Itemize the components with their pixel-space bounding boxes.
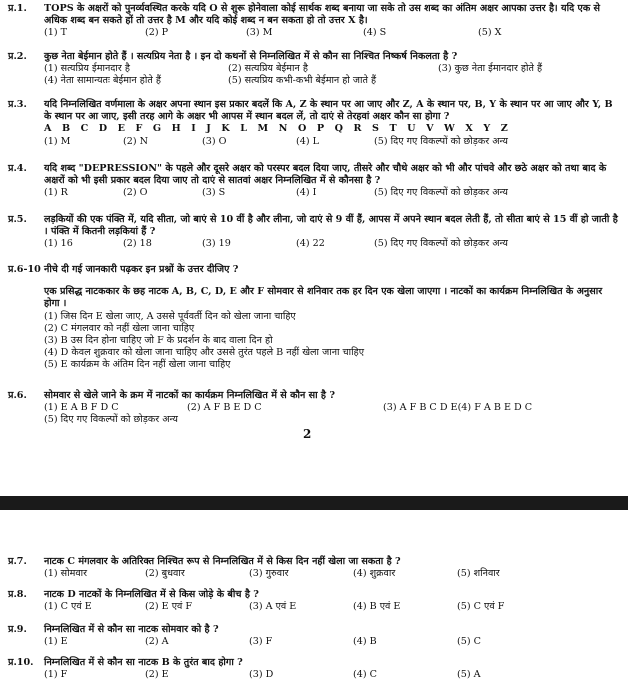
option-4[interactable]: (4) S <box>363 27 387 39</box>
option-3[interactable]: (3) M <box>246 27 273 39</box>
option-4[interactable]: (4) 22 <box>296 238 325 250</box>
question-5 <box>8 214 620 251</box>
question-number: प्र.6. <box>8 390 27 401</box>
option-2[interactable]: (2) O <box>123 187 148 199</box>
options <box>44 27 620 39</box>
option-5[interactable]: (5) सत्यप्रिय कभी-कभी बेईमान हो जाते हैं <box>228 75 377 87</box>
question-text: लड़कियों की एक पंक्ति में, यदि सीता, जो बाएं से 10 वीं है और लीना, जो दाएं से 9 वीं हैं, आपस में अपने स्थान बदल लेती हैं, तो सीता बाएं से 15 वीं हो जाती है । पंक्ति में कितनी लड़कियां हैं ? <box>44 214 618 238</box>
question-number: प्र.7. <box>8 556 27 567</box>
condition-2: (2) C मंगलवार को नहीं खेला जाना चाहिए <box>44 322 195 334</box>
option-3[interactable]: (3) F <box>249 636 273 648</box>
option-1[interactable]: (1) E <box>44 636 68 648</box>
option-3[interactable]: (3) कुछ नेता ईमानदार होते हैं <box>438 63 543 75</box>
option-1[interactable]: (1) E A B F D C <box>44 402 119 414</box>
question-text: सोमवार से खेले जाने के क्रम में नाटकों का कार्यक्रम निम्नलिखित में से कौन सा है ? <box>44 390 335 401</box>
question-number: प्र.10. <box>8 657 34 668</box>
option-3[interactable]: (3) 19 <box>202 238 231 250</box>
options <box>44 238 620 250</box>
page-divider <box>0 496 628 510</box>
question-4 <box>8 163 620 200</box>
options <box>44 669 620 681</box>
options <box>44 402 620 426</box>
option-4[interactable]: (4) शुक्रवार <box>353 568 396 580</box>
option-5[interactable]: (5) A <box>457 669 481 681</box>
option-2[interactable]: (2) N <box>123 135 149 147</box>
condition-5: (5) E कार्यक्रम के अंतिम दिन नहीं खेला जाना चाहिए <box>44 359 231 371</box>
option-4[interactable]: (4) I <box>296 187 317 199</box>
question-8 <box>8 589 620 613</box>
passage-6-10 <box>8 264 620 372</box>
option-5[interactable]: (5) दिए गए विकल्पों को छोड़कर अन्य <box>374 187 508 199</box>
question-text: नाटक D नाटकों के निम्नलिखित में से किस जोड़े के बीच है ? <box>44 589 259 600</box>
question-text: TOPS के अक्षरों को पुनर्व्यवस्थित करके यदि O से शुरू होनेवाला कोई सार्थक शब्द बनाया जा सके तो उस शब्द का अंतिम अक्षर आपका उत्तर है। यदि एक से अधिक शब्द बन सकते हों तो उत्तर है M और यदि कोई शब्द न बन सकता हो तो उत्तर X है। <box>44 3 601 27</box>
option-4[interactable]: (4) F A B E D C <box>457 402 533 414</box>
option-2[interactable]: (2) सत्यप्रिय बेईमान है <box>228 63 308 75</box>
condition-1: (1) जिस दिन E खेला जाए, A उससे पूर्ववर्ती दिन को खेला जाना चाहिए <box>44 310 296 322</box>
option-1[interactable]: (1) R <box>44 187 68 199</box>
option-1[interactable]: (1) 16 <box>44 238 73 250</box>
question-number: प्र.6-10 <box>8 264 41 275</box>
question-3 <box>8 99 620 148</box>
option-4[interactable]: (4) C <box>353 669 377 681</box>
option-4[interactable]: (4) नेता सामान्यतः बेईमान होते हैं <box>44 75 161 87</box>
option-2[interactable]: (2) E <box>145 669 169 681</box>
option-2[interactable]: (2) A F B E D C <box>187 402 262 414</box>
option-2[interactable]: (2) 18 <box>123 238 152 250</box>
question-10 <box>8 657 620 681</box>
option-5[interactable]: (5) दिए गए विकल्पों को छोड़कर अन्य <box>374 135 508 147</box>
question-text: निम्नलिखित में से कौन सा नाटक सोमवार को है ? <box>44 624 219 635</box>
option-1[interactable]: (1) C एवं E <box>44 601 92 613</box>
question-number: प्र.1. <box>8 3 27 14</box>
option-5[interactable]: (5) X <box>478 27 502 39</box>
question-text: कुछ नेता बेईमान होते हैं । सत्यप्रिय नेता है । इन दो कथनों से निम्नलिखित में से कौन सा निश्चित निष्कर्ष निकलता है ? <box>44 51 458 62</box>
question-number: प्र.2. <box>8 51 27 62</box>
option-2[interactable]: (2) A <box>145 636 169 648</box>
question-text: यदि शब्द "DEPRESSION" के पहले और दूसरे अक्षर को परस्पर बदल दिया जाए, तीसरे और चौथे अक्षर को भी और पांचवे और छठे अक्षर को तथा बाद के अक्षरों को भी इसी प्रकार बदल दिया जाए तो दाएं से सातवां अक्षर निम्नलिखित में से कौनसा है ? <box>44 163 607 187</box>
question-6 <box>8 390 620 427</box>
option-4[interactable]: (4) L <box>296 135 320 147</box>
options <box>44 636 620 648</box>
question-2 <box>8 51 620 88</box>
option-3[interactable]: (3) A F B C D E <box>383 402 458 414</box>
options <box>44 63 620 87</box>
question-text: निम्नलिखित में से कौन सा नाटक B के तुरंत बाद होगा ? <box>44 657 243 668</box>
option-3[interactable]: (3) S <box>202 187 226 199</box>
question-9 <box>8 624 620 648</box>
option-1[interactable]: (1) F <box>44 669 68 681</box>
page-number: 2 <box>303 427 312 441</box>
question-number: प्र.5. <box>8 214 27 225</box>
option-4[interactable]: (4) B <box>353 636 377 648</box>
condition-4: (4) D केवल शुक्रवार को खेला जाना चाहिए और उससे तुरंत पहले B नहीं खेला जाना चाहिए <box>44 347 365 359</box>
option-5[interactable]: (5) दिए गए विकल्पों को छोड़कर अन्य <box>374 238 508 250</box>
condition-3: (3) B उस दिन होना चाहिए जो F के प्रदर्शन के बाद वाला दिन हो <box>44 335 273 347</box>
option-5[interactable]: (5) C एवं F <box>457 601 505 613</box>
option-5[interactable]: (5) दिए गए विकल्पों को छोड़कर अन्य <box>44 414 178 426</box>
option-5[interactable]: (5) C <box>457 636 481 648</box>
question-number: प्र.4. <box>8 163 27 174</box>
question-number: प्र.8. <box>8 589 27 600</box>
question-number: प्र.3. <box>8 99 27 110</box>
question-1 <box>8 3 620 40</box>
options <box>44 568 620 580</box>
option-1[interactable]: (1) सोमवार <box>44 568 88 580</box>
question-text: नाटक C मंगलवार के अतिरिक्त निश्चित रूप से निम्नलिखित में से किस दिन नहीं खेला जा सकता है ? <box>44 556 401 567</box>
option-4[interactable]: (4) B एवं E <box>353 601 401 613</box>
alphabet-row: A B C D E F G H I J K L M N O P Q R S T U V W X Y Z <box>44 123 512 135</box>
passage-instruction: नीचे दी गई जानकारी पढ़कर इन प्रश्नों के उत्तर दीजिए ? <box>44 264 239 275</box>
option-3[interactable]: (3) A एवं E <box>249 601 297 613</box>
option-2[interactable]: (2) E एवं F <box>145 601 193 613</box>
option-3[interactable]: (3) O <box>202 135 227 147</box>
passage-text: एक प्रसिद्ध नाटककार के छह नाटक A, B, C, D, E और F सोमवार से शनिवार तक हर दिन एक खेला जाएगा । नाटकों का कार्यक्रम निम्नलिखित के अनुसार होगा । <box>44 286 603 310</box>
option-1[interactable]: (1) M <box>44 135 71 147</box>
question-number: प्र.9. <box>8 624 27 635</box>
option-3[interactable]: (3) D <box>249 669 274 681</box>
option-5[interactable]: (5) शनिवार <box>457 568 500 580</box>
option-2[interactable]: (2) P <box>145 27 169 39</box>
page-2 <box>0 536 628 691</box>
question-text: यदि निम्नलिखित वर्णमाला के अक्षर अपना स्थान इस प्रकार बदलें कि A, Z के स्थान पर आ जाए और Z, A के स्थान पर, B, Y के स्थान पर आ जाए और Y, B के स्थान पर आ जाए, इसी तरह आगे के अक्षर भी आपस में स्थान बदल लें, तो दाएं से तेरहवां अक्षर कौन सा होगा ? <box>44 99 613 123</box>
option-1[interactable]: (1) T <box>44 27 68 39</box>
options <box>44 136 620 148</box>
options <box>44 601 620 613</box>
option-1[interactable]: (1) सत्यप्रिय ईमानदार है <box>44 63 130 75</box>
question-7 <box>8 556 620 580</box>
options <box>44 187 620 199</box>
option-2[interactable]: (2) बुधवार <box>145 568 185 580</box>
option-3[interactable]: (3) गुरुवार <box>249 568 289 580</box>
